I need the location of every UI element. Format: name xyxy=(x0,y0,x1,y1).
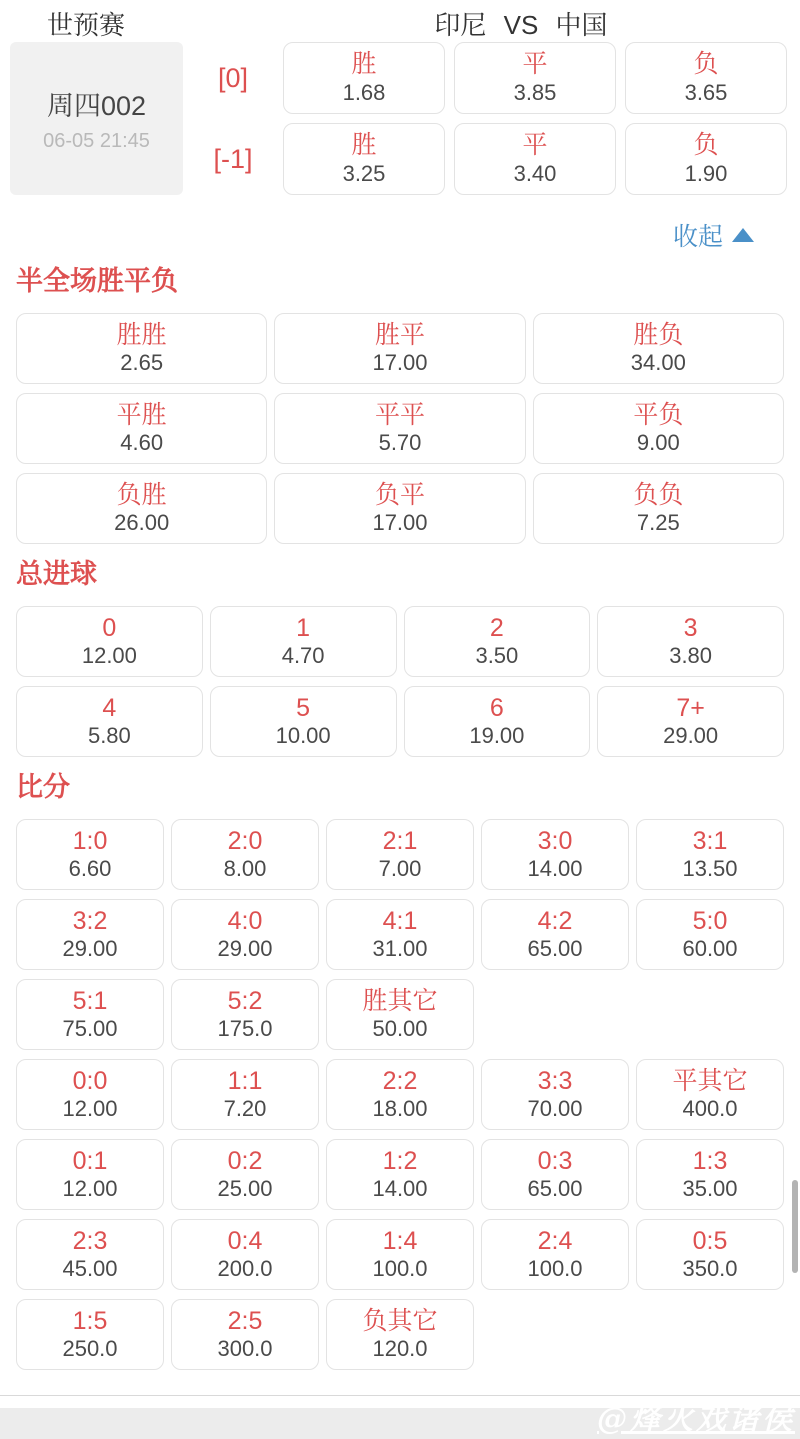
odds-cell[interactable] xyxy=(16,1059,164,1130)
match-datetime: 06-05 21:45 xyxy=(43,130,150,152)
handicap-odds-grid xyxy=(283,42,787,195)
odds-value: 1.68 xyxy=(342,79,386,105)
odds-value: 45.00 xyxy=(62,1256,118,1282)
odds-value: 29.00 xyxy=(217,936,273,962)
odds-cell[interactable] xyxy=(636,899,784,970)
odds-cell[interactable] xyxy=(326,819,474,890)
odds-value: 300.0 xyxy=(217,1336,273,1362)
odds-label: 平负 xyxy=(633,400,684,429)
odds-value: 3.80 xyxy=(669,643,713,669)
odds-cell[interactable] xyxy=(404,686,591,757)
odds-value: 120.0 xyxy=(372,1336,428,1362)
triangle-up-icon[interactable] xyxy=(732,228,754,242)
odds-label: 胜 xyxy=(351,131,377,160)
odds-cell[interactable] xyxy=(481,899,629,970)
odds-label: 平其它 xyxy=(672,1066,748,1095)
handicap-column xyxy=(183,42,283,195)
odds-row xyxy=(16,899,784,970)
odds-label: 4:1 xyxy=(382,906,418,935)
odds-value: 19.00 xyxy=(469,723,525,749)
odds-label: 0 xyxy=(102,613,117,642)
odds-value: 5.80 xyxy=(87,723,131,749)
odds-value: 17.00 xyxy=(372,350,428,376)
odds-row xyxy=(16,1059,784,1130)
odds-label: 0:1 xyxy=(72,1146,108,1175)
odds-value: 12.00 xyxy=(62,1176,118,1202)
odds-value: 2.65 xyxy=(120,350,164,376)
odds-value: 350.0 xyxy=(682,1256,738,1282)
odds-value: 29.00 xyxy=(663,723,719,749)
odds-value: 8.00 xyxy=(223,856,267,882)
odds-label: 平 xyxy=(522,50,548,79)
odds-value: 29.00 xyxy=(62,936,118,962)
odds-cell[interactable] xyxy=(625,42,787,114)
odds-cell[interactable] xyxy=(326,1299,474,1370)
odds-cell[interactable] xyxy=(210,686,397,757)
odds-label: 3:1 xyxy=(692,826,728,855)
odds-label: 4:2 xyxy=(537,906,573,935)
odds-cell[interactable] xyxy=(636,1219,784,1290)
odds-label: 2:1 xyxy=(382,826,418,855)
odds-value: 50.00 xyxy=(372,1016,428,1042)
odds-label: 胜 xyxy=(351,50,377,79)
odds-label: 0:2 xyxy=(227,1146,263,1175)
odds-cell[interactable] xyxy=(171,819,319,890)
odds-label: 5:0 xyxy=(692,906,728,935)
odds-value: 14.00 xyxy=(527,856,583,882)
odds-cell[interactable] xyxy=(481,819,629,890)
odds-label: 1:0 xyxy=(72,826,108,855)
odds-label: 1 xyxy=(296,613,311,642)
odds-label: 1:3 xyxy=(692,1146,728,1175)
odds-label: 2:5 xyxy=(227,1306,263,1335)
odds-cell[interactable] xyxy=(454,42,616,114)
odds-label: 负胜 xyxy=(116,480,167,509)
odds-cell[interactable] xyxy=(16,473,267,544)
odds-value: 14.00 xyxy=(372,1176,428,1202)
odds-value: 70.00 xyxy=(527,1096,583,1122)
odds-cell[interactable] xyxy=(326,1219,474,1290)
odds-value: 175.0 xyxy=(217,1016,273,1042)
odds-row xyxy=(16,686,784,757)
odds-cell[interactable] xyxy=(171,1139,319,1210)
odds-label: 7+ xyxy=(676,693,705,722)
odds-value: 60.00 xyxy=(682,936,738,962)
odds-label: 4 xyxy=(102,693,117,722)
odds-label: 3:2 xyxy=(72,906,108,935)
match-number: 周四002 xyxy=(46,91,147,121)
odds-value: 65.00 xyxy=(527,1176,583,1202)
odds-cell[interactable] xyxy=(171,1059,319,1130)
odds-value: 250.0 xyxy=(62,1336,118,1362)
odds-label: 胜平 xyxy=(374,320,425,349)
odds-value: 75.00 xyxy=(62,1016,118,1042)
collapse-row xyxy=(0,219,800,251)
odds-value: 100.0 xyxy=(372,1256,428,1282)
odds-cell[interactable] xyxy=(481,1139,629,1210)
odds-label: 3:0 xyxy=(537,826,573,855)
odds-label: 1:4 xyxy=(382,1226,418,1255)
odds-cell[interactable] xyxy=(171,899,319,970)
odds-label: 2 xyxy=(489,613,504,642)
odds-value: 12.00 xyxy=(62,1096,118,1122)
odds-label: 平 xyxy=(522,131,548,160)
odds-label: 0:5 xyxy=(692,1226,728,1255)
odds-cell[interactable] xyxy=(274,313,525,384)
section-title: 比分 xyxy=(16,772,70,802)
odds-cell[interactable] xyxy=(274,393,525,464)
odds-cell[interactable] xyxy=(454,123,616,195)
footer xyxy=(0,1395,800,1439)
collapse-button[interactable]: 收起 xyxy=(672,223,723,251)
odds-label: 平胜 xyxy=(116,400,167,429)
odds-value: 17.00 xyxy=(372,510,428,536)
page-header xyxy=(0,0,800,38)
odds-label: 负其它 xyxy=(362,1306,438,1335)
odds-cell[interactable] xyxy=(326,899,474,970)
odds-value: 65.00 xyxy=(527,936,583,962)
odds-cell[interactable] xyxy=(171,1219,319,1290)
odds-label: 2:0 xyxy=(227,826,263,855)
odds-cell[interactable] xyxy=(326,1059,474,1130)
odds-value: 26.00 xyxy=(114,510,170,536)
section-title: 半全场胜平负 xyxy=(16,266,178,296)
odds-value: 18.00 xyxy=(372,1096,428,1122)
odds-label: 5:2 xyxy=(227,986,263,1015)
handicap-label: [-1] xyxy=(213,143,253,174)
odds-row xyxy=(16,819,784,890)
odds-value: 3.25 xyxy=(342,160,386,186)
odds-cell[interactable] xyxy=(16,686,203,757)
odds-value: 3.85 xyxy=(513,79,557,105)
odds-cell[interactable] xyxy=(533,393,784,464)
odds-cell[interactable] xyxy=(636,819,784,890)
odds-label: 2:4 xyxy=(537,1226,573,1255)
odds-cell[interactable] xyxy=(636,1139,784,1210)
odds-cell[interactable] xyxy=(274,473,525,544)
odds-label: 平平 xyxy=(374,400,425,429)
odds-cell[interactable] xyxy=(210,606,397,677)
odds-value: 7.00 xyxy=(378,856,422,882)
odds-label: 负负 xyxy=(633,480,684,509)
watermark: @烽火戏诸侯 xyxy=(597,1402,795,1437)
odds-row xyxy=(16,393,784,464)
odds-cell[interactable] xyxy=(171,979,319,1050)
odds-value: 9.00 xyxy=(636,430,680,456)
odds-value: 35.00 xyxy=(682,1176,738,1202)
section-title: 总进球 xyxy=(16,559,97,589)
odds-cell[interactable] xyxy=(597,686,784,757)
odds-value: 5.70 xyxy=(378,430,422,456)
odds-label: 胜其它 xyxy=(362,986,438,1015)
odds-value: 13.50 xyxy=(682,856,738,882)
odds-label: 4:0 xyxy=(227,906,263,935)
league-tab[interactable]: 世预赛 xyxy=(47,10,126,40)
odds-cell[interactable] xyxy=(16,899,164,970)
odds-cell[interactable] xyxy=(16,1219,164,1290)
odds-value: 4.60 xyxy=(120,430,164,456)
odds-label: 0:4 xyxy=(227,1226,263,1255)
odds-value: 100.0 xyxy=(527,1256,583,1282)
odds-value: 7.20 xyxy=(223,1096,267,1122)
odds-row xyxy=(16,1139,784,1210)
odds-label: 0:0 xyxy=(72,1066,108,1095)
odds-label: 5 xyxy=(296,693,311,722)
odds-value: 12.00 xyxy=(81,643,137,669)
odds-cell[interactable] xyxy=(16,313,267,384)
odds-cell[interactable] xyxy=(16,979,164,1050)
odds-row xyxy=(16,606,784,677)
odds-cell[interactable] xyxy=(283,42,445,114)
odds-value: 400.0 xyxy=(682,1096,738,1122)
odds-cell[interactable] xyxy=(16,819,164,890)
odds-cell[interactable] xyxy=(533,473,784,544)
odds-value: 3.50 xyxy=(475,643,519,669)
odds-value: 7.25 xyxy=(636,510,680,536)
odds-value: 200.0 xyxy=(217,1256,273,1282)
odds-cell[interactable] xyxy=(326,1139,474,1210)
odds-value: 1.90 xyxy=(684,160,728,186)
handicap-label: [0] xyxy=(217,62,249,93)
odds-label: 胜负 xyxy=(633,320,684,349)
odds-cell[interactable] xyxy=(326,979,474,1050)
odds-cell[interactable] xyxy=(16,393,267,464)
odds-value: 31.00 xyxy=(372,936,428,962)
match-info-card xyxy=(10,42,183,195)
odds-value: 25.00 xyxy=(217,1176,273,1202)
odds-row xyxy=(16,1219,784,1290)
odds-label: 3:3 xyxy=(537,1066,573,1095)
odds-cell[interactable] xyxy=(404,606,591,677)
odds-label: 负 xyxy=(693,50,719,79)
odds-value: 34.00 xyxy=(630,350,686,376)
odds-label: 胜胜 xyxy=(116,320,167,349)
odds-cell[interactable] xyxy=(597,606,784,677)
odds-label: 5:1 xyxy=(72,986,108,1015)
odds-cell[interactable] xyxy=(283,123,445,195)
odds-value: 4.70 xyxy=(281,643,325,669)
odds-label: 0:3 xyxy=(537,1146,573,1175)
odds-label: 2:2 xyxy=(382,1066,418,1095)
odds-row xyxy=(16,979,784,1050)
odds-label: 2:3 xyxy=(72,1226,108,1255)
odds-cell[interactable] xyxy=(16,1299,164,1370)
match-title: 印尼 VS 中国 xyxy=(434,10,608,40)
odds-row xyxy=(16,473,784,544)
odds-row xyxy=(16,313,784,384)
odds-cell[interactable] xyxy=(625,123,787,195)
odds-value: 6.60 xyxy=(68,856,112,882)
scrollbar-thumb[interactable] xyxy=(792,1180,798,1273)
odds-cell[interactable] xyxy=(16,1139,164,1210)
odds-label: 3 xyxy=(683,613,698,642)
odds-value: 10.00 xyxy=(275,723,331,749)
odds-label: 6 xyxy=(489,693,504,722)
odds-label: 1:2 xyxy=(382,1146,418,1175)
odds-row xyxy=(16,1299,784,1370)
odds-label: 负 xyxy=(693,131,719,160)
odds-cell[interactable] xyxy=(481,1059,629,1130)
main-odds-block xyxy=(10,42,787,195)
odds-value: 3.40 xyxy=(513,160,557,186)
odds-cell[interactable] xyxy=(481,1219,629,1290)
odds-label: 1:1 xyxy=(227,1066,263,1095)
odds-cell[interactable] xyxy=(16,606,203,677)
odds-cell[interactable] xyxy=(636,1059,784,1130)
sections xyxy=(0,265,800,1370)
odds-label: 1:5 xyxy=(72,1306,108,1335)
odds-cell[interactable] xyxy=(533,313,784,384)
odds-value: 3.65 xyxy=(684,79,728,105)
odds-cell[interactable] xyxy=(171,1299,319,1370)
odds-label: 负平 xyxy=(374,480,425,509)
